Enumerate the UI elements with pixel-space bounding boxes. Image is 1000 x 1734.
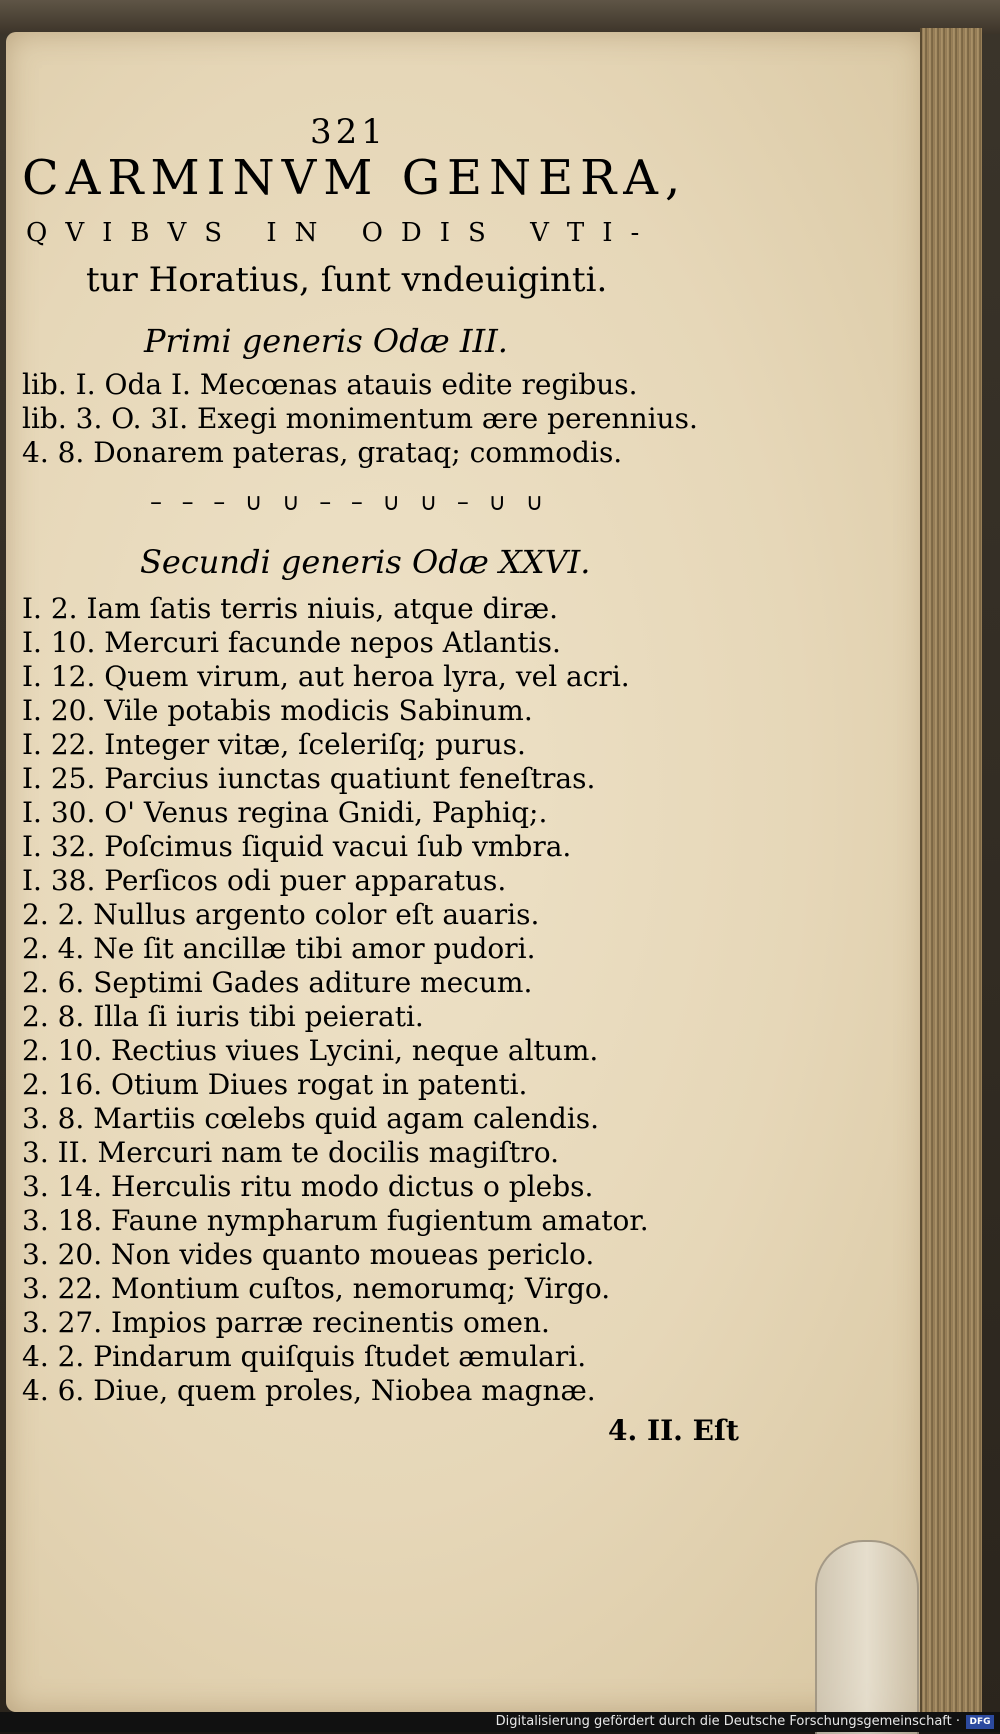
page-stack-edge [920,28,982,1718]
ode-line: 2. 8. Illa ſi iuris tibi peierati. [22,1000,424,1033]
ode-line: 3. 8. Martiis cœlebs quid agam calendis. [22,1102,600,1135]
ode-line: 3. 18. Faune nympharum fugientum amator. [22,1204,649,1237]
ode-line: 3. 20. Non vides quanto moueas periclo. [22,1238,595,1271]
ode-line: 2. 16. Otium Diues rogat in patenti. [22,1068,528,1101]
ode-line: lib. I. Oda I. Mecœnas atauis edite regibus. [22,368,638,401]
ode-line: I. 2. Iam ſatis terris niuis, atque diræ. [22,592,559,625]
ode-line: I. 25. Parcius iunctas quatiunt feneſtras. [22,762,596,795]
ode-line: I. 22. Integer vitæ, ſceleriſq; purus. [22,728,526,761]
meter-scheme: – – – ∪ ∪ – – ∪ ∪ – ∪ ∪ [150,488,550,516]
book-top-edge [0,0,1000,34]
section-heading-2: Secundi generis Odæ XXVI. [140,543,591,581]
ode-line: 4. 6. Diue, quem proles, Niobea magnæ. [22,1374,596,1407]
ode-line: 2. 6. Septimi Gades aditure mecum. [22,966,533,999]
ode-line: I. 30. O' Venus regina Gnidi, Paphiq;. [22,796,548,829]
ode-line: I. 10. Mercuri facunde nepos Atlantis. [22,626,561,659]
ode-line: 3. 27. Impios parræ recinentis omen. [22,1306,550,1339]
page-title: CARMINVM GENERA, [22,150,688,206]
ode-line: I. 12. Quem virum, aut heroa lyra, vel acri. [22,660,630,693]
ode-line: 3. II. Mercuri nam te docilis magiſtro. [22,1136,560,1169]
ode-line: 3. 14. Herculis ritu modo dictus o plebs. [22,1170,594,1203]
ode-line: 2. 2. Nullus argento color eſt auaris. [22,898,540,931]
ode-line: 3. 22. Montium cuſtos, nemorumq; Virgo. [22,1272,611,1305]
footer-credit: Digitalisierung gefördert durch die Deutsche Forschungsgemeinschaft · [495,1714,960,1729]
ode-line: 4. 2. Pindarum quiſquis ſtudet æmulari. [22,1340,587,1373]
subtitle-line-1: QVIBVS IN ODIS VTI- [26,218,658,248]
dfg-logo-icon[interactable]: DFG [966,1715,994,1729]
ode-line: I. 32. Poſcimus ſiquid vacui ſub vmbra. [22,830,572,863]
section-heading-1: Primi generis Odæ III. [144,322,508,360]
page-number: 321 [310,112,387,152]
ode-line: 2. 4. Ne ſit ancillæ tibi amor pudori. [22,932,536,965]
subtitle-line-2: tur Horatius, ſunt vndeuiginti. [86,260,608,300]
ode-line: I. 20. Vile potabis modicis Sabinum. [22,694,533,727]
catchword: 4. II. Eſt [608,1414,739,1447]
digitization-footer [0,1712,1000,1732]
ode-line: I. 38. Perſicos odi puer apparatus. [22,864,507,897]
ode-line: 4. 8. Donarem pateras, grataq; commodis. [22,436,623,469]
bookmark-tab [815,1540,919,1734]
ode-line: lib. 3. O. 3I. Exegi monimentum ære perennius. [22,402,698,435]
ode-line: 2. 10. Rectius viues Lycini, neque altum. [22,1034,599,1067]
